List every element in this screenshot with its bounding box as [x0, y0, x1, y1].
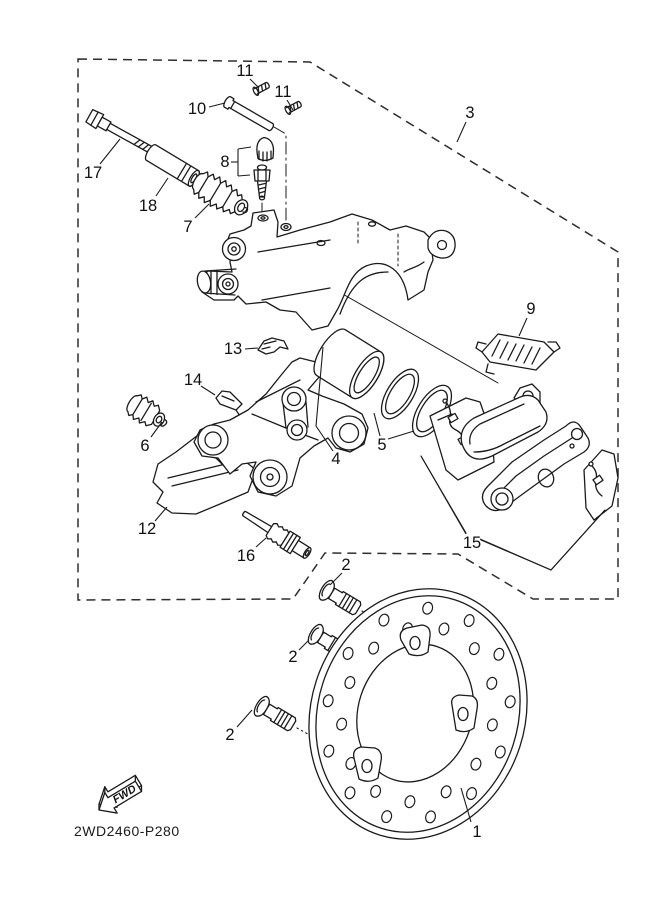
fwd-arrow — [90, 770, 147, 820]
hub-tab — [354, 747, 382, 781]
callout-2[interactable]: 2 — [341, 556, 351, 574]
callout-5[interactable]: 5 — [377, 436, 387, 454]
boot-6 — [123, 391, 173, 435]
callout-leader — [156, 178, 168, 196]
pad-spring-9 — [476, 334, 560, 374]
pin-10 — [222, 96, 275, 134]
piston-4 — [307, 324, 390, 404]
callout-leader — [457, 122, 466, 142]
pad-shim-right — [584, 450, 618, 520]
callout-16[interactable]: 16 — [236, 547, 256, 565]
callout-leader — [519, 318, 527, 336]
callout-leader — [245, 348, 258, 349]
callout-leader — [374, 413, 380, 436]
callout-6[interactable]: 6 — [140, 437, 150, 455]
sleeve-18 — [143, 143, 201, 188]
brake-disc-1 — [277, 560, 559, 868]
callout-2[interactable]: 2 — [225, 726, 235, 744]
callout-1[interactable]: 1 — [472, 823, 482, 841]
callout-14[interactable]: 14 — [183, 371, 203, 389]
callout-8[interactable]: 8 — [220, 153, 230, 171]
callout-leader — [238, 175, 250, 176]
hub-tab — [452, 695, 478, 732]
bleeder-cap-8 — [257, 138, 274, 162]
callout-18[interactable]: 18 — [138, 197, 158, 215]
callout-leader — [388, 431, 414, 439]
callout-11[interactable]: 11 — [236, 62, 254, 80]
fwd-arrow-label: FWD — [110, 782, 139, 807]
callout-11[interactable]: 11 — [274, 83, 292, 101]
bleed-screw-8 — [254, 165, 270, 200]
caliper-ear — [428, 230, 455, 258]
callout-leader — [100, 139, 120, 164]
callout-leader — [155, 507, 167, 521]
callout-leader — [237, 710, 252, 727]
callout-13[interactable]: 13 — [223, 340, 243, 358]
callout-leader — [256, 538, 266, 547]
callout-leader — [299, 640, 309, 650]
callout-15[interactable]: 15 — [462, 534, 482, 552]
callout-leader — [201, 386, 215, 395]
callout-leader — [330, 573, 342, 585]
clip-13 — [258, 338, 288, 354]
callout-2[interactable]: 2 — [288, 648, 298, 666]
callout-9[interactable]: 9 — [526, 300, 536, 318]
screw-11b — [284, 100, 303, 116]
callout-17[interactable]: 17 — [83, 164, 103, 182]
part-code: 2WD2460-P280 — [74, 823, 180, 839]
callout-3[interactable]: 3 — [465, 104, 475, 122]
callout-leader — [238, 147, 251, 149]
brake-pads-15 — [430, 384, 618, 520]
clip-14 — [216, 391, 242, 410]
callout-10[interactable]: 10 — [187, 100, 207, 118]
disc-bolt-2a — [316, 578, 363, 618]
callout-leader — [209, 103, 225, 107]
screw-11a — [252, 81, 271, 97]
assembly-boundary — [78, 59, 618, 600]
callout-leader — [195, 204, 209, 218]
caliper-body — [196, 210, 455, 330]
callout-7[interactable]: 7 — [183, 218, 193, 236]
callout-12[interactable]: 12 — [137, 520, 157, 538]
disc-bolt-2c — [251, 694, 298, 734]
callout-leader — [480, 510, 605, 570]
callout-4[interactable]: 4 — [331, 450, 341, 468]
